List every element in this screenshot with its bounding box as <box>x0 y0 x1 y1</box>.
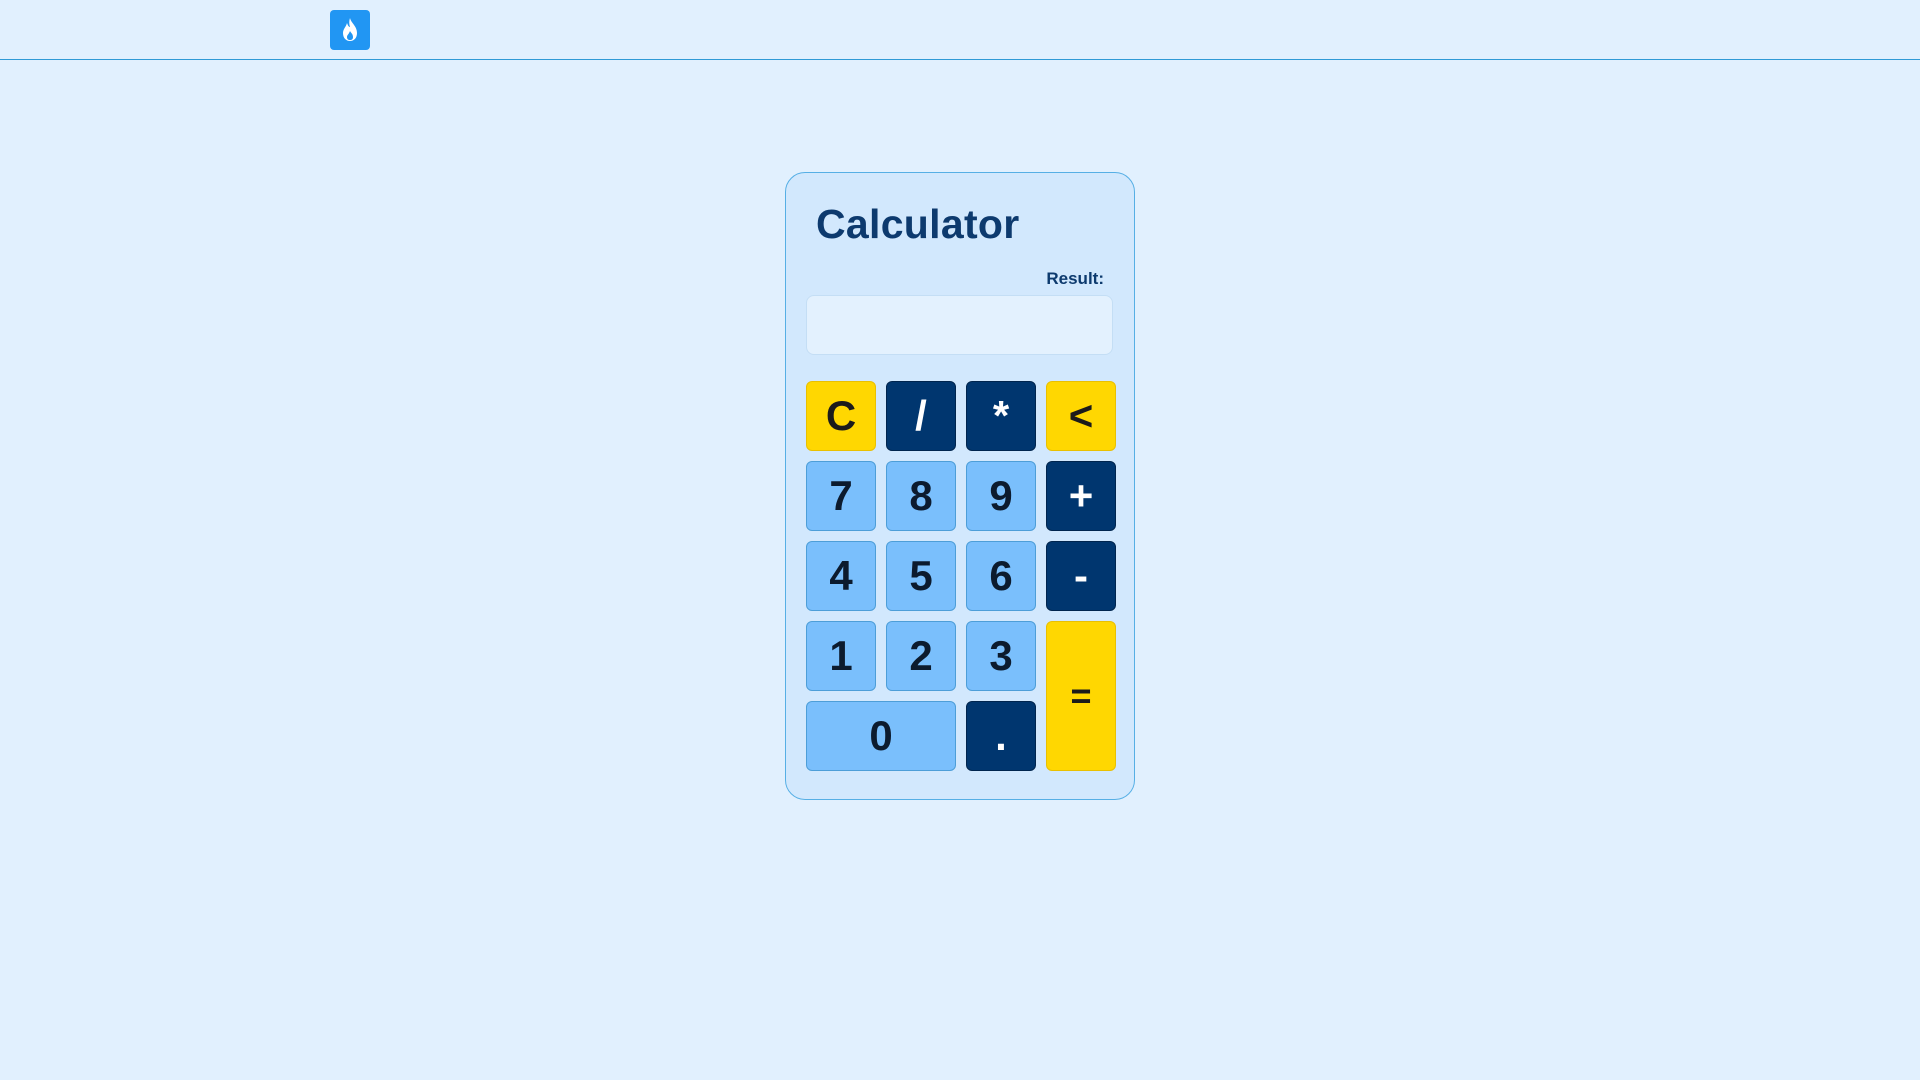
digit-8-button[interactable]: 8 <box>886 461 956 531</box>
divide-button[interactable]: / <box>886 381 956 451</box>
digit-7-button[interactable]: 7 <box>806 461 876 531</box>
digit-5-button[interactable]: 5 <box>886 541 956 611</box>
app-logo[interactable] <box>330 10 370 50</box>
clear-button[interactable]: C <box>806 381 876 451</box>
top-bar <box>0 0 1920 60</box>
result-display[interactable] <box>806 295 1113 355</box>
digit-3-button[interactable]: 3 <box>966 621 1036 691</box>
calculator-panel <box>785 172 1135 800</box>
calculator-title: Calculator <box>816 201 1020 247</box>
digit-9-button[interactable]: 9 <box>966 461 1036 531</box>
backspace-button[interactable]: < <box>1046 381 1116 451</box>
flame-icon <box>338 17 362 43</box>
digit-6-button[interactable]: 6 <box>966 541 1036 611</box>
multiply-button[interactable]: * <box>966 381 1036 451</box>
equals-button[interactable]: = <box>1046 621 1116 771</box>
digit-2-button[interactable]: 2 <box>886 621 956 691</box>
decimal-button[interactable]: . <box>966 701 1036 771</box>
plus-button[interactable]: + <box>1046 461 1116 531</box>
keypad <box>806 381 1116 771</box>
digit-1-button[interactable]: 1 <box>806 621 876 691</box>
digit-0-button[interactable]: 0 <box>806 701 956 771</box>
minus-button[interactable]: - <box>1046 541 1116 611</box>
digit-4-button[interactable]: 4 <box>806 541 876 611</box>
result-label: Result: <box>1046 269 1104 288</box>
